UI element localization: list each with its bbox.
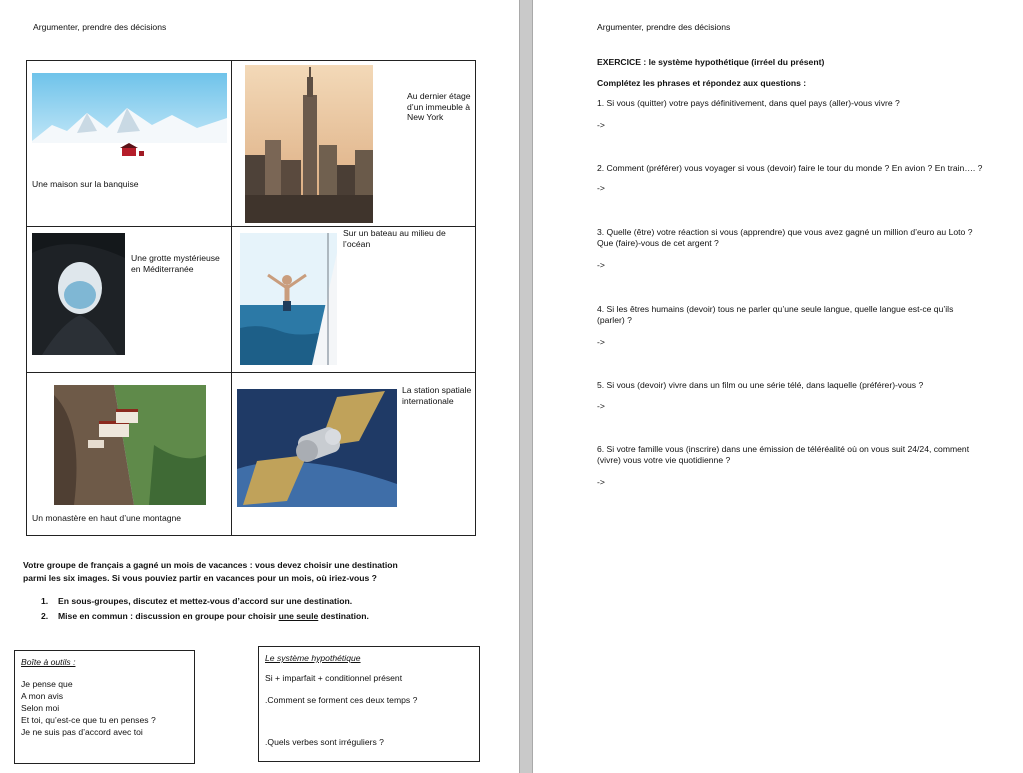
page-header: Argumenter, prendre des décisions (33, 22, 167, 32)
toolbox-item: Je ne suis pas d’accord avec toi (21, 727, 143, 737)
step-1-text: En sous-groupes, discutez et mettez-vous d’accord sur une destination. (58, 596, 353, 606)
answer-arrow-4: -> (597, 337, 605, 347)
caption-ice-house: Une maison sur la banquise (32, 179, 139, 189)
destination-grid (26, 60, 476, 536)
question-1: 1. Si vous (quitter) votre pays définitivement, dans quel pays (aller)-vous vivre ? (597, 98, 900, 108)
answer-arrow-6: -> (597, 477, 605, 487)
hypothetical-rule: Si + imparfait + conditionnel présent (265, 673, 403, 683)
intro-line-2: parmi les six images. Si vous pouviez partir en vacances pour un mois, où iriez-vous ? (23, 573, 377, 583)
toolbox-item: A mon avis (21, 691, 64, 701)
exercise-title: EXERCICE : le système hypothétique (irréel du présent) (597, 57, 825, 67)
answer-arrow-5: -> (597, 401, 605, 411)
exercise-instructions: Complétez les phrases et répondez aux questions : (597, 78, 807, 88)
hypothetical-question-1: .Comment se forment ces deux temps ? (265, 695, 418, 705)
question-3-line-1: 3. Quelle (être) votre réaction si vous (apprendre) que vous avez gagné un million d’euro au Loto ? (597, 227, 973, 237)
answer-arrow-2: -> (597, 183, 605, 193)
right-page (533, 0, 1023, 773)
caption-cave: Une grotte mystérieuse en Méditerranée (131, 253, 220, 274)
step-1-number: 1. (41, 596, 49, 606)
hypothetical-title: Le système hypothétique (265, 653, 361, 663)
cave-image (32, 233, 125, 355)
question-2: 2. Comment (préférer) vous voyager si vous (devoir) faire le tour du monde ? En avion ? En train…. ? (597, 163, 983, 173)
new-york-image (245, 65, 373, 223)
toolbox-title: Boîte à outils : (21, 657, 76, 667)
space-station-image (237, 389, 397, 507)
hypothetical-box (258, 646, 480, 762)
question-6-line-1: 6. Si votre famille vous (inscrire) dans une émission de téléréalité où on vous suit 24/24, comment (597, 444, 970, 454)
boat-image (240, 233, 337, 365)
caption-new-york: Au dernier étage d’un immeuble à New York (407, 91, 471, 122)
answer-arrow-3: -> (597, 260, 605, 270)
question-4-line-2: (parler) ? (597, 315, 632, 325)
monastery-image (54, 385, 206, 505)
question-5: 5. Si vous (devoir) vivre dans un film ou une série télé, dans laquelle (préférer)-vous ? (597, 380, 924, 390)
caption-space-station: La station spatiale internationale (402, 385, 472, 406)
page-divider (519, 0, 533, 773)
toolbox-item: Et toi, qu’est-ce que tu en penses ? (21, 715, 156, 725)
step-2-text: Mise en commun : discussion en groupe pour choisir une seule destination. (58, 611, 369, 621)
toolbox-item: Je pense que (21, 679, 73, 689)
question-6-line-2: (vivre) vous votre vie quotidienne ? (597, 455, 731, 465)
step-2-number: 2. (41, 611, 49, 621)
ice-house-image (32, 73, 227, 163)
answer-arrow-1: -> (597, 120, 605, 130)
question-3-line-2: Que (faire)-vous de cet argent ? (597, 238, 719, 248)
toolbox-item: Selon moi (21, 703, 60, 713)
caption-monastery: Un monastère en haut d’une montagne (32, 513, 182, 523)
page-header: Argumenter, prendre des décisions (597, 22, 731, 32)
question-4-line-1: 4. Si les êtres humains (devoir) tous ne parler qu’une seule langue, quelle langue est-ce qu’ils (597, 304, 954, 314)
intro-line-1: Votre groupe de français a gagné un mois de vacances : vous devez choisir une destination (23, 560, 398, 570)
caption-boat: Sur un bateau au milieu de l’océan (343, 228, 446, 249)
hypothetical-question-2: .Quels verbes sont irréguliers ? (265, 737, 384, 747)
toolbox-box (14, 650, 195, 764)
